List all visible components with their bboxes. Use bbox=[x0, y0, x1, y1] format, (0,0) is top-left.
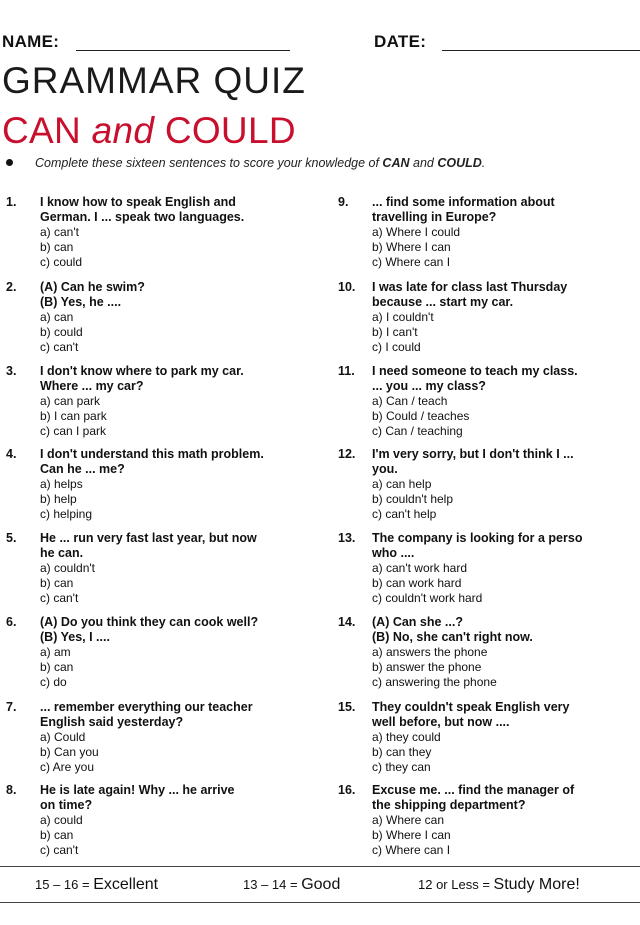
question-number: 11. bbox=[338, 364, 355, 378]
question-stem: (A) Can he swim? (B) Yes, he .... bbox=[40, 280, 145, 309]
option-b[interactable]: b) can they bbox=[372, 745, 432, 759]
option-b[interactable]: b) I can park bbox=[40, 409, 107, 423]
bullet-icon bbox=[6, 159, 13, 166]
question-3 bbox=[6, 364, 306, 439]
question-9 bbox=[338, 195, 638, 270]
option-c[interactable]: c) answering the phone bbox=[372, 675, 497, 689]
date-label: DATE: bbox=[374, 32, 427, 51]
question-number: 14. bbox=[338, 615, 356, 629]
question-stem: ... remember everything our teacher English said yesterday? bbox=[40, 700, 253, 729]
option-a[interactable]: a) helps bbox=[40, 477, 83, 491]
option-a[interactable]: a) answers the phone bbox=[372, 645, 488, 659]
question-16 bbox=[338, 783, 638, 858]
option-b[interactable]: b) couldn't help bbox=[372, 492, 454, 506]
option-c[interactable]: c) can't bbox=[40, 843, 79, 857]
question-number: 15. bbox=[338, 700, 356, 714]
instructions bbox=[35, 156, 485, 170]
option-b[interactable]: b) can bbox=[40, 660, 74, 674]
question-11 bbox=[338, 364, 638, 439]
option-a[interactable]: a) I couldn't bbox=[372, 310, 434, 324]
option-a[interactable]: a) could bbox=[40, 813, 83, 827]
score-divider-top bbox=[0, 866, 640, 867]
date-field-line[interactable] bbox=[442, 50, 640, 51]
question-number: 12. bbox=[338, 447, 356, 461]
option-a[interactable]: a) can park bbox=[40, 394, 101, 408]
instructions-period: . bbox=[481, 156, 486, 170]
option-c[interactable]: c) can't help bbox=[372, 507, 437, 521]
question-number: 4. bbox=[6, 447, 17, 461]
question-number: 2. bbox=[6, 280, 17, 294]
question-stem: He is late again! Why ... he arrive on time? bbox=[40, 783, 235, 812]
question-number: 1. bbox=[6, 195, 17, 209]
question-stem: I need someone to teach my class. ... you ... my class? bbox=[372, 364, 578, 393]
option-c[interactable]: c) Can / teaching bbox=[372, 424, 463, 438]
question-12 bbox=[338, 447, 638, 522]
option-c[interactable]: c) Where can I bbox=[372, 843, 451, 857]
question-number: 7. bbox=[6, 700, 17, 714]
score-study-more bbox=[418, 876, 580, 894]
option-a[interactable]: a) Where I could bbox=[372, 225, 461, 239]
name-field-line[interactable] bbox=[76, 50, 290, 51]
question-number: 9. bbox=[338, 195, 349, 209]
question-1 bbox=[6, 195, 306, 270]
question-number: 3. bbox=[6, 364, 17, 378]
option-a[interactable]: a) Where can bbox=[372, 813, 445, 827]
score-good bbox=[243, 876, 340, 894]
instructions-could: COULD bbox=[437, 156, 482, 170]
page-title: GRAMMAR QUIZ bbox=[2, 60, 306, 101]
option-c[interactable]: c) could bbox=[40, 255, 83, 269]
option-b[interactable]: b) Can you bbox=[40, 745, 99, 759]
score-excellent bbox=[35, 876, 158, 894]
option-a[interactable]: a) Can / teach bbox=[372, 394, 448, 408]
option-c[interactable]: c) can I park bbox=[40, 424, 107, 438]
question-stem: The company is looking for a perso who .... bbox=[372, 531, 583, 560]
question-number: 5. bbox=[6, 531, 17, 545]
question-stem: ... find some information about travelling in Europe? bbox=[372, 195, 555, 224]
option-b[interactable]: b) can bbox=[40, 576, 74, 590]
option-b[interactable]: b) answer the phone bbox=[372, 660, 482, 674]
option-c[interactable]: c) helping bbox=[40, 507, 93, 521]
page-subtitle bbox=[2, 112, 296, 149]
option-c[interactable]: c) I could bbox=[372, 340, 421, 354]
question-14 bbox=[338, 615, 638, 690]
question-number: 6. bbox=[6, 615, 17, 629]
question-15 bbox=[338, 700, 638, 775]
question-stem: I don't know where to park my car. Where ... my car? bbox=[40, 364, 244, 393]
question-stem: I'm very sorry, but I don't think I ... you. bbox=[372, 447, 574, 476]
question-stem: I know how to speak English and German. I ... speak two languages. bbox=[40, 195, 245, 224]
question-stem: He ... run very fast last year, but now he can. bbox=[40, 531, 257, 560]
option-b[interactable]: b) can bbox=[40, 828, 74, 842]
option-a[interactable]: a) couldn't bbox=[40, 561, 95, 575]
option-b[interactable]: b) could bbox=[40, 325, 83, 339]
instructions-text: Complete these sixteen sentences to score your knowledge of bbox=[35, 156, 383, 170]
question-4 bbox=[6, 447, 306, 522]
name-label: NAME: bbox=[2, 32, 60, 51]
score-range: 13 – 14 = bbox=[243, 877, 298, 892]
question-number: 16. bbox=[338, 783, 356, 797]
subtitle-can: CAN bbox=[2, 110, 92, 151]
question-8 bbox=[6, 783, 306, 858]
question-number: 10. bbox=[338, 280, 356, 294]
question-6 bbox=[6, 615, 306, 690]
option-a[interactable]: a) can't work hard bbox=[372, 561, 467, 575]
question-stem: (A) Can she ...? (B) No, she can't right now. bbox=[372, 615, 533, 644]
option-b[interactable]: b) Where I can bbox=[372, 828, 451, 842]
question-number: 8. bbox=[6, 783, 17, 797]
option-a[interactable]: a) can bbox=[40, 310, 74, 324]
question-number: 13. bbox=[338, 531, 356, 545]
question-stem: I don't understand this math problem. Can he ... me? bbox=[40, 447, 264, 476]
question-2 bbox=[6, 280, 306, 355]
option-b[interactable]: b) I can't bbox=[372, 325, 418, 339]
option-a[interactable]: a) can't bbox=[40, 225, 79, 239]
score-label: Excellent bbox=[93, 876, 159, 893]
option-c[interactable]: c) Are you bbox=[40, 760, 95, 774]
question-10 bbox=[338, 280, 638, 355]
question-stem: I was late for class last Thursday because ... start my car. bbox=[372, 280, 568, 309]
option-b[interactable]: b) Where I can bbox=[372, 240, 451, 254]
subtitle-and: and bbox=[91, 110, 155, 151]
option-c[interactable]: c) can't bbox=[40, 340, 79, 354]
score-range: 12 or Less = bbox=[418, 877, 490, 892]
option-b[interactable]: b) can bbox=[40, 240, 74, 254]
question-7 bbox=[6, 700, 306, 775]
question-5 bbox=[6, 531, 306, 606]
subtitle-could: COULD bbox=[154, 110, 296, 151]
instructions-can: CAN bbox=[382, 156, 410, 170]
option-c[interactable]: c) do bbox=[40, 675, 67, 689]
option-a[interactable]: a) they could bbox=[372, 730, 441, 744]
option-a[interactable]: a) Could bbox=[40, 730, 86, 744]
question-stem: Excuse me. ... find the manager of the shipping department? bbox=[372, 783, 575, 812]
instructions-and: and bbox=[409, 156, 438, 170]
score-label: Study More! bbox=[493, 876, 580, 893]
option-c[interactable]: c) Where can I bbox=[372, 255, 451, 269]
option-c[interactable]: c) couldn't work hard bbox=[372, 591, 483, 605]
question-stem: They couldn't speak English very well before, but now .... bbox=[372, 700, 570, 729]
option-c[interactable]: c) they can bbox=[372, 760, 431, 774]
question-stem: (A) Do you think they can cook well? (B) Yes, I .... bbox=[40, 615, 259, 644]
option-a[interactable]: a) am bbox=[40, 645, 71, 659]
option-c[interactable]: c) can't bbox=[40, 591, 79, 605]
option-b[interactable]: b) Could / teaches bbox=[372, 409, 470, 423]
option-b[interactable]: b) help bbox=[40, 492, 77, 506]
score-range: 15 – 16 = bbox=[35, 877, 90, 892]
score-divider-bottom bbox=[0, 902, 640, 903]
option-a[interactable]: a) can help bbox=[372, 477, 432, 491]
option-b[interactable]: b) can work hard bbox=[372, 576, 462, 590]
score-label: Good bbox=[301, 876, 341, 893]
question-13 bbox=[338, 531, 638, 606]
